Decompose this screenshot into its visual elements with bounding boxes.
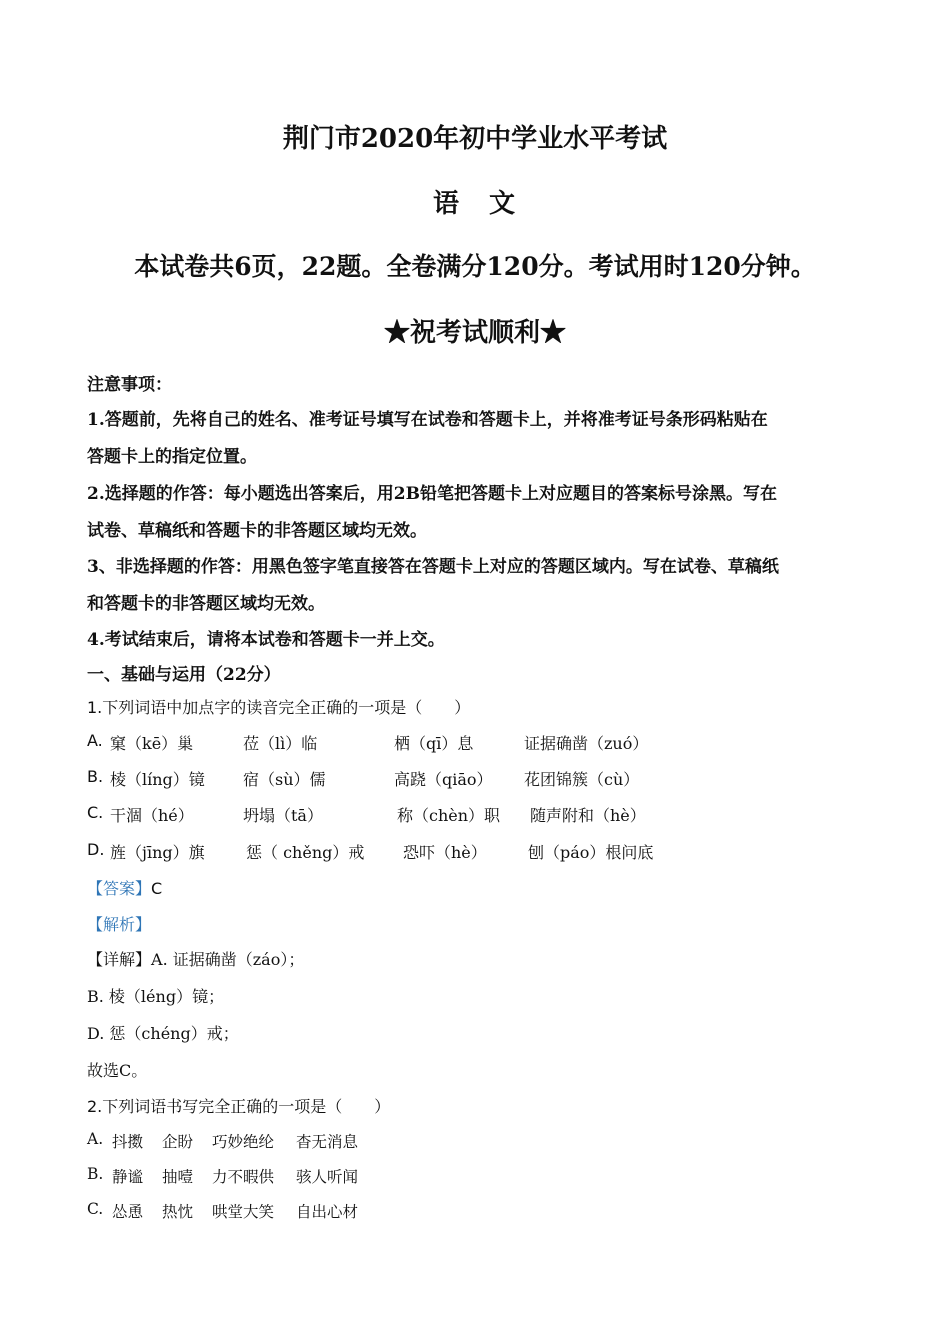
q2-option-label-c: C. [87, 1200, 104, 1218]
option-b-word-1: 棱（líng）镜 [110, 770, 205, 789]
q2-option-c-word-2: 热忱 [162, 1203, 194, 1221]
answer-tag: 【答案】 [87, 879, 152, 898]
note-2-line-2: 试卷、草稿纸和答题卡的非答题区域均无效。 [87, 521, 427, 541]
detail-a-text: A. 证据确凿（záo）； [151, 950, 305, 969]
question-text: 下列词语书写完全正确的一项是（ ） [102, 1097, 391, 1116]
q2-option-c-word-4: 自出心材 [296, 1203, 359, 1221]
q2-option-b-word-1: 静谧 [112, 1168, 144, 1186]
q2-option-a-word-2: 企盼 [162, 1133, 194, 1151]
answer-value: C [151, 879, 163, 898]
detail-line-b: B. 棱（léng）镜； [87, 987, 225, 1006]
q2-option-b-word-2: 抽噎 [162, 1168, 194, 1186]
detail-line-a [87, 947, 304, 970]
option-label-b: B. [87, 767, 104, 786]
detail-tag: 【详解】 [87, 950, 152, 969]
option-b-word-4: 花团锦簇（cù） [524, 770, 640, 789]
analysis-tag: 【解析】 [87, 915, 152, 934]
q2-option-a-word-4: 杳无消息 [296, 1133, 359, 1151]
option-a-word-2: 莅（lì）临 [243, 734, 318, 753]
question-number: 1. [87, 698, 103, 717]
q2-option-a-word-1: 抖擞 [112, 1133, 144, 1151]
q2-option-b-word-4: 骇人听闻 [296, 1168, 359, 1186]
subject-title: 语 文 [432, 189, 517, 219]
note-4: 4.考试结束后，请将本试卷和答题卡一并上交。 [87, 630, 445, 650]
option-d-word-2: 惩（ chěng）戒 [246, 843, 365, 862]
option-b-word-3: 高跷（qiāo） [394, 770, 493, 789]
option-d-word-1: 旌（jīng）旗 [110, 843, 205, 862]
answer-line [87, 876, 162, 899]
option-label-a: A. [87, 731, 103, 750]
option-c-word-1: 干涸（hé） [110, 806, 194, 825]
option-b-word-2: 宿（sù）儒 [243, 770, 326, 789]
option-c-word-3: 称（chèn）职 [397, 806, 501, 825]
option-c-word-2: 坍塌（tā） [243, 806, 323, 825]
note-2-line-1: 2.选择题的作答：每小题选出答案后，用2B铅笔把答题卡上对应题目的答案标号涂黑。写在 [87, 484, 777, 504]
question-1-stem [87, 695, 470, 718]
question-number: 2. [87, 1097, 103, 1116]
option-c-word-4: 随声附和（hè） [530, 806, 646, 825]
exam-title: 荆门市2020年初中学业水平考试 [282, 124, 668, 154]
conclusion-line: 故选C。 [87, 1061, 148, 1080]
question-2-stem [87, 1094, 390, 1117]
option-d-word-3: 恐吓（hè） [403, 843, 487, 862]
q2-option-label-a: A. [87, 1130, 104, 1148]
q2-option-label-b: B. [87, 1165, 104, 1183]
note-3-line-1: 3、非选择题的作答：用黑色签字笔直接答在答题卡上对应的答题区域内。写在试卷、草稿纸 [87, 557, 779, 577]
option-a-word-1: 窠（kē）巢 [110, 734, 194, 753]
exam-info: 本试卷共6页，22题。全卷满分120分。考试用时120分钟。 [134, 252, 816, 281]
detail-line-d: D. 惩（chéng）戒； [87, 1024, 239, 1043]
option-label-c: C. [87, 803, 104, 822]
q2-option-c-word-3: 哄堂大笑 [212, 1203, 275, 1221]
section-heading: 一、基础与运用（22分） [87, 665, 281, 685]
q2-option-b-word-3: 力不暇供 [212, 1168, 275, 1186]
note-3-line-2: 和答题卡的非答题区域均无效。 [87, 594, 325, 614]
option-a-word-4: 证据确凿（zuó） [524, 734, 649, 753]
option-d-word-4: 刨（páo）根问底 [528, 843, 654, 862]
question-text: 下列词语中加点字的读音完全正确的一项是（ ） [102, 698, 471, 717]
option-a-word-3: 栖（qī）息 [394, 734, 474, 753]
good-luck-banner: ★祝考试顺利★ [383, 318, 566, 348]
option-label-d: D. [87, 840, 105, 859]
q2-option-c-word-1: 怂恿 [112, 1203, 144, 1221]
q2-option-a-word-3: 巧妙绝纶 [212, 1133, 275, 1151]
note-1-line-1: 1.答题前，先将自己的姓名、准考证号填写在试卷和答题卡上，并将准考证号条形码粘贴在 [87, 410, 768, 430]
notes-heading: 注意事项： [87, 375, 172, 395]
note-1-line-2: 答题卡上的指定位置。 [87, 447, 257, 467]
